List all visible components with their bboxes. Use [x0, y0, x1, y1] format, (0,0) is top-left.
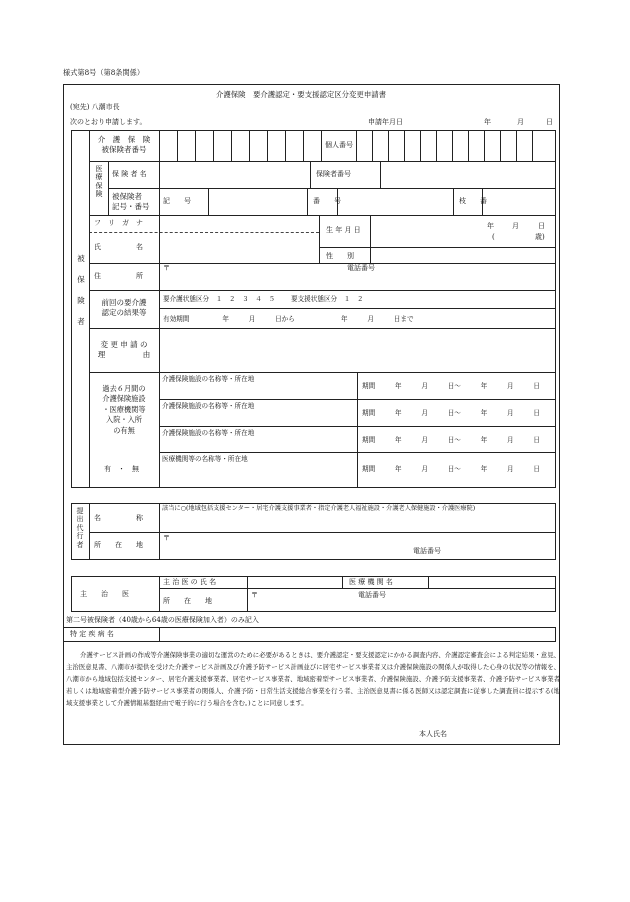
insurer-name-field[interactable]: [160, 162, 309, 187]
insurer-number-field[interactable]: [381, 162, 555, 187]
form-number: 様式第8号（第8条関係）: [63, 68, 145, 77]
insured-side-label: 被 保 険 者: [77, 254, 85, 327]
specific-disease-field[interactable]: [160, 628, 555, 641]
submitter-address-label: 所 在 地: [94, 541, 143, 549]
intro-text: 次のとおり申請します。: [70, 118, 147, 126]
secondary-insured-note: 第二号被保険者（40歳から64歳の医療保険加入者）のみ記入: [66, 616, 259, 624]
number-label: 番 号: [313, 197, 341, 205]
medical-insurance-side-label: 医 療 保 険: [95, 165, 103, 199]
address-field[interactable]: [160, 274, 555, 289]
submitter-type-options[interactable]: 該当に○(地域包括支援センター・居宅介護支援事業者・指定介護老人福祉施設・介護老人保健施設・介護医療院): [162, 505, 476, 512]
medical-institution-row-label: 医療機関等の名称等・所在地: [162, 455, 248, 463]
submitter-name-label: 名 称: [94, 514, 143, 522]
physician-phone-label: 電話番号: [358, 591, 386, 599]
physician-address-field[interactable]: [248, 589, 555, 611]
facility-row-2-period[interactable]: 期間 年 月 日～ 年 月 日: [362, 409, 541, 417]
insurance-number-label: 介 護 保 険 被保険者番号: [97, 135, 151, 155]
insurer-number-label: 保険者番号: [316, 170, 351, 178]
facility-row-1-label: 介護保険施設の名称等・所在地: [162, 375, 255, 383]
furigana-label: フ リ ガ ナ: [94, 219, 143, 227]
specific-disease-label: 特 定 疾 病 名: [70, 630, 114, 638]
facility-row-3-period[interactable]: 期間 年 月 日～ 年 月 日: [362, 436, 541, 444]
facility-row-3-label: 介護保険施設の名称等・所在地: [162, 429, 255, 437]
physician-name-label: 主 治 医 の 氏 名: [163, 578, 217, 586]
birth-date-label: 生 年 月 日: [326, 226, 361, 234]
previous-result-label: 前回の要介護 認定の結果等: [101, 298, 147, 318]
physician-label: 主 治 医: [80, 590, 129, 598]
address-postal-mark: 〒: [163, 264, 170, 272]
medical-institution-field[interactable]: [429, 577, 555, 587]
name-label: 氏 名: [94, 243, 143, 251]
date-day: 日: [546, 118, 553, 126]
branch-label: 枝 番: [459, 197, 487, 205]
valid-period[interactable]: 有効期間 年 月 日から 年 月 日まで: [163, 315, 414, 323]
birth-year: 年: [487, 222, 494, 230]
birth-day: 日: [538, 222, 545, 230]
consent-text: 介護サービス計画の作成等介護保険事業の適切な運営のために必要があるときは、要介護認定・要支援認定にかかる調査内容、介護認定審査会による判定結果・意見、主治医意見書、八潮市が提供を受けた介護サービス計画及び介護予防サービス計画並びに居宅サービス事業者又は介護保険施設の関係人が取得した心身の状況等の情報を、八潮市から地域包括支援センター、居宅介護支援事業者、居宅サービス事業者、地域密着型サービス事業者、介護保険施設、介護予防支援事業者、介護予防サービス事業者若しくは地域密着型介護予防サービス事業者の関係人、介護予防・日常生活支援総合事業を行う者、主治医意見書に係る医師又は認定調査に従事した調査員に提示する(地域支援事業として介護情報基盤経由で電子的に行う場合を含む。)ことに同意します。: [66, 651, 560, 707]
physician-address-label: 所 在 地: [163, 597, 212, 605]
history-label: 過去６月間の 介護保険施設 ・医療機関等 入院・入所 の有無: [102, 384, 146, 435]
sex-label: 性 別: [326, 252, 354, 260]
address-phone-label: 電話番号: [347, 264, 375, 272]
submitter-name-field[interactable]: [160, 516, 555, 531]
submitter-phone-label: 電話番号: [413, 547, 441, 555]
date-month: 月: [517, 118, 524, 126]
furigana-field[interactable]: [160, 216, 318, 231]
medical-institution-period[interactable]: 期間 年 月 日～ 年 月 日: [362, 465, 541, 473]
age-close: 歳): [535, 233, 545, 241]
personal-number-label: 個人番号: [325, 141, 353, 149]
insurance-number-field[interactable]: [160, 131, 320, 160]
submitter-address-field[interactable]: [160, 533, 555, 559]
personal-number-field[interactable]: [357, 131, 555, 160]
care-level-options[interactable]: 要介護状態区分 １ ２ ３ ４ ５: [163, 295, 276, 303]
branch-field[interactable]: [483, 189, 555, 214]
change-reason-field[interactable]: [160, 329, 555, 371]
medical-institution-label: 医 療 機 関 名: [349, 578, 393, 586]
addressee: (宛先) 八潮市長: [70, 103, 120, 111]
birth-month: 月: [512, 222, 519, 230]
presence-toggle[interactable]: 有 ・ 無: [104, 465, 139, 473]
signature-field[interactable]: [452, 726, 552, 740]
facility-row-1-period[interactable]: 期間 年 月 日～ 年 月 日: [362, 382, 541, 390]
address-label: 住 所: [94, 272, 143, 280]
symbol-field[interactable]: [209, 189, 306, 214]
submitter-postal-mark: 〒: [163, 534, 170, 542]
application-date-label: 申請年月日: [368, 118, 403, 126]
name-field[interactable]: [160, 233, 318, 262]
facility-row-2-label: 介護保険施設の名称等・所在地: [162, 402, 255, 410]
number-field[interactable]: [338, 189, 452, 214]
date-year: 年: [484, 118, 491, 126]
sex-field[interactable]: [371, 248, 555, 262]
change-reason-label: 変 更 申 請 の 理 由: [97, 340, 151, 360]
support-level-options[interactable]: 要支援状態区分 １ ２: [291, 295, 364, 303]
symbol-label: 記 号: [163, 197, 191, 205]
physician-postal-mark: 〒: [251, 591, 258, 599]
signature-label: 本人氏名: [419, 730, 447, 738]
age-open: (: [492, 233, 495, 241]
birth-date-field[interactable]: [371, 216, 481, 246]
insured-symbol-number-label: 被保険者 記号・番号: [112, 192, 150, 212]
physician-name-field[interactable]: [248, 577, 341, 587]
submitter-side-label: 提 出 代 行 者: [76, 507, 84, 549]
form-title: 介護保険 要介護認定・要支援認定区分変更申請書: [216, 90, 386, 99]
insurer-name-label: 保 険 者 名: [112, 170, 147, 178]
